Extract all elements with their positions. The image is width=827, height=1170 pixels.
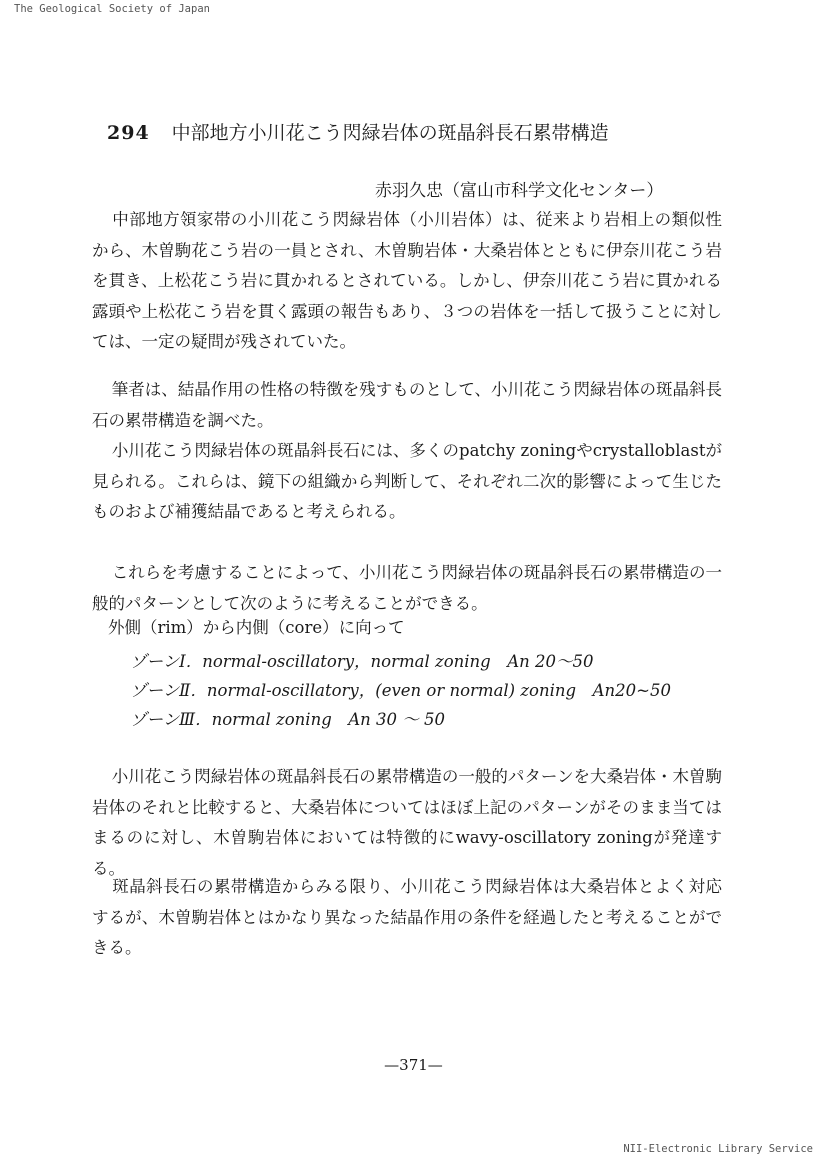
article-title-line	[107, 118, 747, 145]
article-title: 中部地方小川花こう閃緑岩体の斑晶斜長石累帯構造	[171, 122, 609, 144]
journal-header: The Geological Society of Japan	[14, 3, 210, 15]
page-number: —371—	[384, 1056, 443, 1074]
zone-item: ゾーンⅢ．normal zoning An 30 ～ 50	[130, 710, 446, 729]
author-affiliation: 赤羽久忠（富山市科学文化センター）	[375, 181, 664, 201]
paragraph-pattern-text: これらを考慮することによって、小川花こう閃緑岩体の斑晶斜長石の累帯構造の一般的パターンとして次のように考えることができる。	[92, 563, 722, 613]
zone-item: ゾーンⅡ．normal-oscillatory，(even or normal) zoning An20~50	[130, 681, 671, 700]
paragraph-intro-text: 中部地方領家帯の小川花こう閃緑岩体（小川岩体）は、従来より岩相上の類似性から、木曽駒花こう岩の一員とされ、木曽駒岩体・大桑岩体とともに伊奈川花こう岩を貫き、上松花こう岩に貫かれるとされている。しかし、伊奈川花こう岩に貫かれる露頭や上松花こう岩を貫く露頭の報告もあり、３つの岩体を一括して扱うことに対しては、一定の疑問が残されていた。	[92, 210, 722, 351]
paragraph-conclusion-text: 斑晶斜長石の累帯構造からみる限り、小川花こう閃緑岩体は大桑岩体とよく対応するが、木曽駒岩体とはかなり異なった結晶作用の条件を経過したと考えることができる。	[92, 877, 722, 957]
paragraph-comparison-text: 小川花こう閃緑岩体の斑晶斜長石の累帯構造の一般的パターンを大桑岩体・木曽駒岩体のそれと比較すると、大桑岩体についてはほぼ上記のパターンがそのまま当てはまるのに対し、木曽駒岩体においては特徴的にwavy-oscillatory zoningが発達する。	[92, 767, 722, 878]
paragraph-conclusion	[92, 872, 722, 964]
paragraph-purpose	[92, 375, 722, 436]
zone-heading: 外側（rim）から内側（core）に向って	[108, 618, 405, 637]
paragraph-intro	[92, 205, 722, 358]
paragraph-comparison	[92, 762, 722, 884]
zone-item: ゾーンⅠ．normal-oscillatory，normal zoning An 20～50	[130, 652, 594, 671]
paragraph-pattern	[92, 558, 722, 619]
paragraph-observation	[92, 436, 722, 528]
paragraph-purpose-text: 筆者は、結晶作用の性格の特徴を残すものとして、小川花こう閃緑岩体の斑晶斜長石の累帯構造を調べた。	[92, 380, 722, 430]
library-footer: NII-Electronic Library Service	[623, 1143, 813, 1155]
article-number: 294	[107, 122, 150, 144]
paragraph-observation-text: 小川花こう閃緑岩体の斑晶斜長石には、多くのpatchy zoningやcrystalloblastが見られる。これらは、鏡下の組織から判断して、それぞれ二次的影響によって生じたものおよび補獲結晶であると考えられる。	[92, 441, 722, 521]
